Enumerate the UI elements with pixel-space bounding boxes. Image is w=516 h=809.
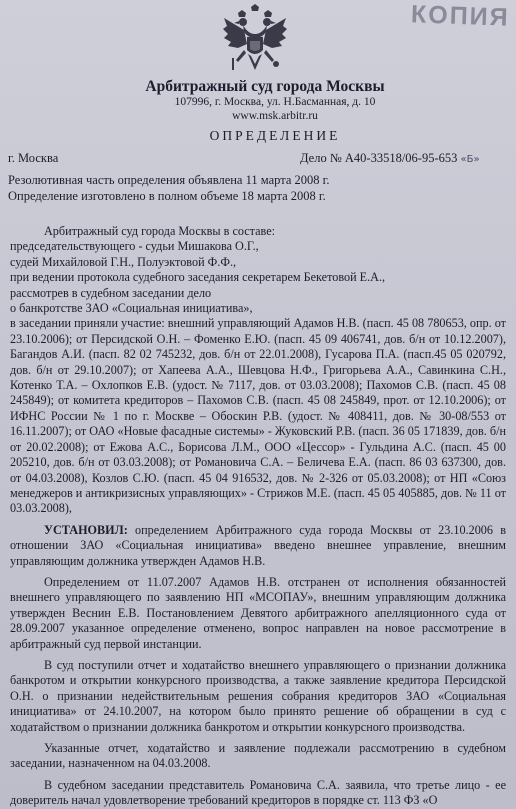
paragraph-3: Указанные отчет, ходатайство и заявление подлежали рассмотрению в судебном заседании, назначенном на 04.03.2008. (10, 741, 506, 771)
resolution-date-line: Резолютивная часть определения объявлена 11 марта 2008 г. (8, 173, 330, 187)
case-number-text: Дело № А40-33518/06-95-653 (300, 151, 458, 165)
considering-line: рассмотрев в судебном заседании дело (10, 285, 212, 300)
city: г. Москва (8, 151, 59, 165)
presiding-judge-line: председательствующего - судьи Мишакова О.Г., (10, 239, 259, 254)
paragraph-2: В суд поступили отчет и ходатайство внешнего управляющего о признании должника банкротом и открытии конкурсного производства, а также заявление кредитора Персидской О.Н. о признании недействительным решения собрания кредиторов ЗАО «Социальная инициатива» от 24.10.2007, на котором было принято решение об обращении в суд с ходатайством о признании должника банкротом и открытии конкурсного производства. (10, 657, 506, 734)
double-headed-eagle-emblem-icon (222, 4, 288, 76)
copy-stamp: КОПИЯ (410, 0, 511, 32)
case-suffix: «Б» (460, 154, 480, 165)
document-title: ОПРЕДЕЛЕНИЕ (209, 128, 341, 143)
document-body (10, 224, 506, 809)
established-label: УСТАНОВИЛ: (44, 522, 128, 537)
court-name: Арбитражный суд города Москвы (145, 78, 385, 95)
established-text: определением Арбитражного суда города Москвы от 23.10.2006 в отношении ЗАО «Социальная инициатива» введено внешнее управление, внешним управляющим должника утвержден Адамов Н.В. (10, 522, 506, 568)
paragraph-4: В судебном заседании представитель Романовича С.А. заявила, что третье лицо - ее доверитель начал удовлетворение требований кредиторов в порядке ст. 113 ФЗ «О (10, 777, 506, 808)
secretary-line: при ведении протокола судебного заседания секретарем Бекетовой Е.А., (10, 270, 386, 285)
paragraph-1: Определением от 11.07.2007 Адамов Н.В. отстранен от исполнения обязанностей внешнего управляющего по заявлению НП «МСОПАУ», внешним управляющим должника утвержден Веснин Е.В. Постановлением Девятого арбитражного апелляционного суда от 28.09.2007 указанное определение отменено, вопрос направлен на новое рассмотрение в арбитражный суд первой инстанции. (10, 574, 506, 651)
participants-paragraph: в заседании приняли участие: внешний управляющий Адамов Н.В. (пасп. 45 08 780653, опр. от 23.10.2006); от Персидской О.Н. – Фоменко Е.Ю. (пасп. 45 09 406741, дов. б/н от 10.12.2007), Багандов А.И. (пасп. 82 02 745232, дов. б/н от 22.01.2008), Гусарова П.А. (пасп.45 05 020792, дов. б/н от 29.10.2007); от Хапеева А.А., Шевцова Н.Ф., Григорьева А.А., Савинкина С.Н., Котенко Т.А. – Охлопков Е.В. (удост. № 7117, дов. от 03.03.2008); Пахомов С.В. (пасп. 45 08 245849); от комитета кредиторов – Пахомов С.В. (пасп. 45 08 245849, прот. от 12.10.2006); от ИФНС России № 1 по г. Москве – Обоскин Р.В. (удост. № 408411, дов. № 30-08/553 от 16.11.2007); от ОАО «Новые фасадные системы» - Жуковский Р.В. (пасп. 36 05 171839, дов. б/н от 20.02.2008); от Ежова А.С., Борисова Л.М., ООО «Цессор» - Гульдина А.С. (пасп. 45 00 205210, дов. б/н от 03.03.2008); от Романовича С.А. – Беличева Е.А. (пасп. 86 03 637300, дов. от 04.03.2008), Козлов С.Ю. (пасп. 45 04 916532, дов. № 2-326 от 05.03.2008); от НП «Союз менеджеров и антикризисных управляющих» - Стрижов М.Е. (пасп. 45 05 405885, дов. № 11 от 03.03.2008), (10, 316, 506, 516)
established-paragraph (10, 523, 506, 569)
full-text-date-line: Определение изготовлено в полном объеме 18 марта 2008 г. (8, 189, 326, 203)
court-website: www.msk.arbitr.ru (232, 110, 318, 122)
case-number (300, 151, 480, 166)
judges-line: судей Михайловой Г.Н., Полуэктовой Ф.Ф., (10, 254, 237, 269)
case-subject-line: о банкротстве ЗАО «Социальная инициатива», (10, 301, 253, 316)
composition-line: Арбитражный суд города Москвы в составе: (44, 224, 276, 238)
court-address: 107996, г. Москва, ул. Н.Басманная, д. 10 (174, 96, 376, 108)
